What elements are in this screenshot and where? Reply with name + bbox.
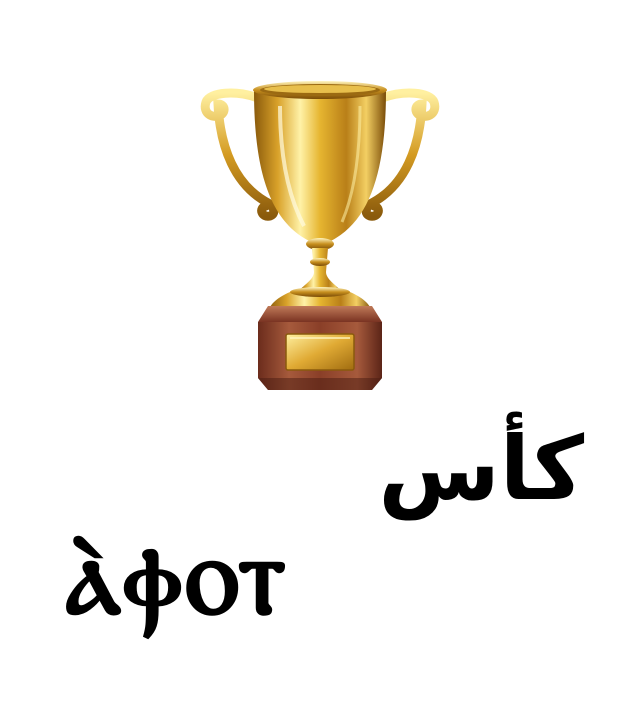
arabic-word: كأس <box>378 417 584 520</box>
coptic-word: ⲁ̀ⲫⲟⲧ <box>66 510 288 639</box>
trophy-icon <box>196 76 444 396</box>
